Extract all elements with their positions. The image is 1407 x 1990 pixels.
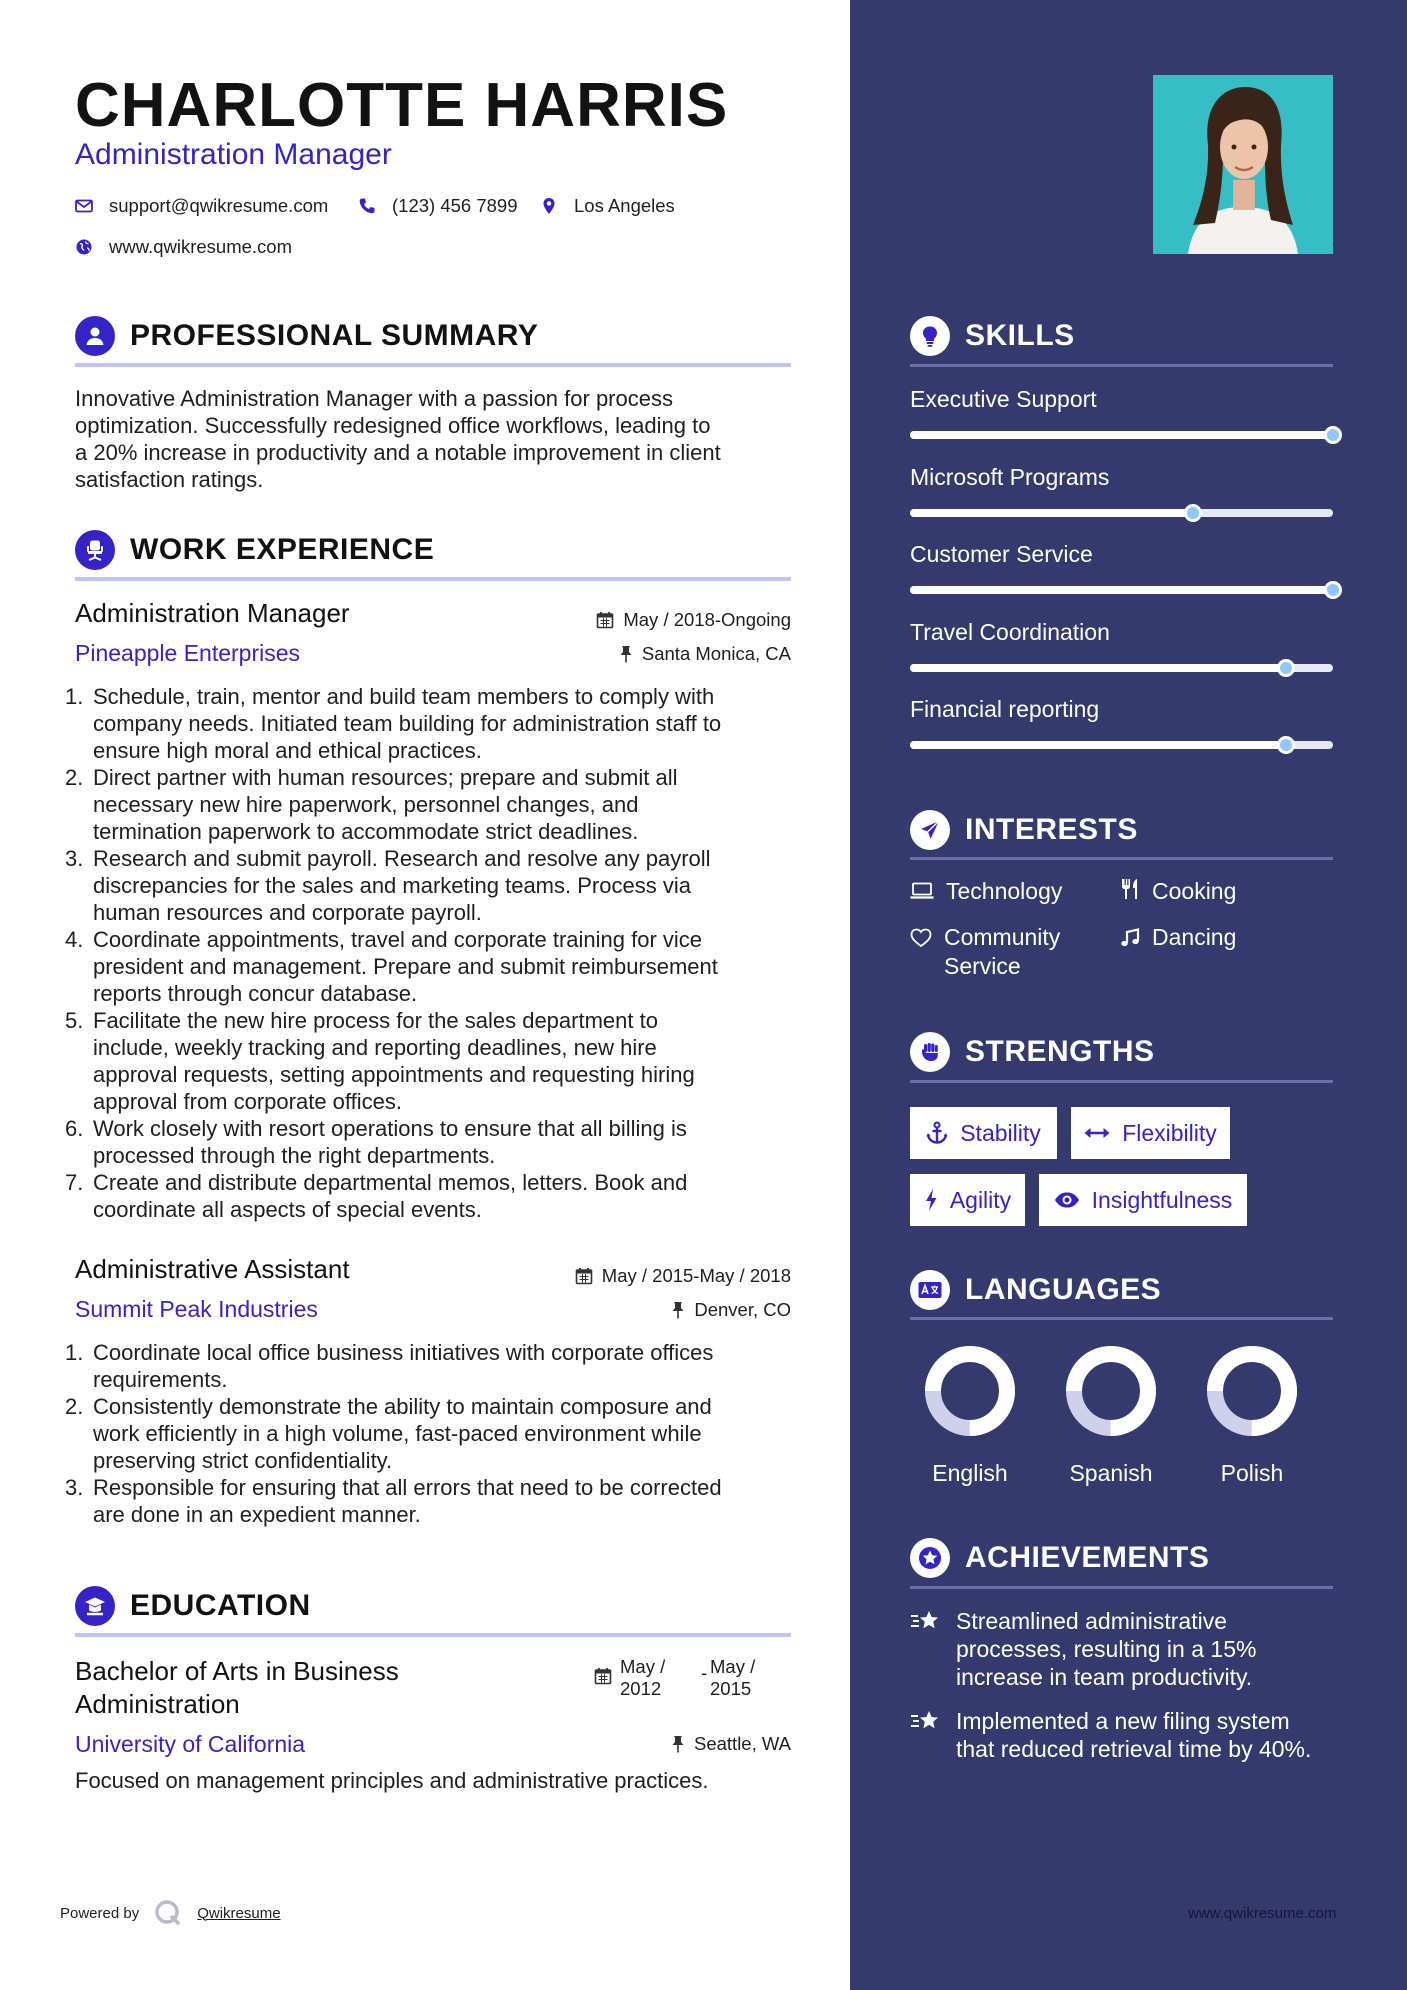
duty-line: approval from corporate offices. bbox=[93, 1089, 402, 1114]
skill-level-bar bbox=[910, 741, 1333, 749]
duty-line: Create and distribute departmental memos, letters. Book and bbox=[93, 1170, 688, 1195]
end-year: 2015 bbox=[710, 1678, 752, 1699]
interest-label: Technology bbox=[946, 878, 1063, 904]
duty-line: Facilitate the new hire process for the sales department to bbox=[93, 1008, 658, 1033]
achievement-line: Implemented a new filing system bbox=[956, 1708, 1290, 1734]
date-separator: - bbox=[701, 1662, 708, 1683]
language-name: Polish bbox=[1220, 1460, 1284, 1486]
language-name: English bbox=[932, 1460, 1008, 1486]
duty-line: work efficiently in a high volume, fast-paced environment while bbox=[93, 1421, 702, 1446]
duty-line: coordinate all aspects of special events. bbox=[93, 1197, 482, 1222]
end-month: May / bbox=[710, 1656, 756, 1677]
laptop-icon bbox=[910, 882, 934, 900]
language-level-ring bbox=[1197, 1343, 1307, 1443]
job-location-text: Santa Monica, CA bbox=[641, 643, 791, 664]
heart-outline-icon bbox=[910, 928, 932, 948]
job-dates-text: May / 2018-Ongoing bbox=[623, 609, 791, 630]
languages-heading-label: LANGUAGES bbox=[965, 1273, 1162, 1306]
education-start-date bbox=[620, 1656, 665, 1700]
interests-heading bbox=[910, 810, 1138, 850]
duty-item bbox=[75, 683, 795, 764]
degree-line: Administration bbox=[75, 1689, 240, 1719]
music-note-icon bbox=[1120, 928, 1140, 948]
skill-level-fill bbox=[910, 509, 1193, 517]
arrows-horizontal-icon bbox=[1084, 1126, 1110, 1140]
skill-level-knob bbox=[1324, 581, 1342, 599]
summary-heading bbox=[75, 316, 538, 356]
language-item bbox=[1056, 1343, 1166, 1487]
skill-level-knob bbox=[1184, 504, 1202, 522]
duty-line: human resources and corporate payroll. bbox=[93, 900, 482, 925]
job-location-text: Denver, CO bbox=[694, 1299, 791, 1320]
skill-name: Financial reporting bbox=[910, 696, 1100, 722]
duty-line: include, weekly tracking and reporting deadlines, new hire bbox=[93, 1035, 657, 1060]
qwikresume-logo-icon bbox=[153, 1898, 183, 1928]
contact-location bbox=[540, 195, 675, 217]
duty-item bbox=[75, 845, 795, 926]
strength-chip bbox=[910, 1174, 1025, 1226]
language-level-ring bbox=[1056, 1343, 1166, 1443]
languages-heading bbox=[910, 1270, 1161, 1310]
interests-divider bbox=[910, 857, 1333, 860]
interests-heading-label: INTERESTS bbox=[965, 813, 1138, 846]
language-name: Spanish bbox=[1069, 1460, 1153, 1486]
achievements-heading-label: ACHIEVEMENTS bbox=[965, 1541, 1210, 1574]
skill-name: Customer Service bbox=[910, 541, 1093, 567]
strength-label: Stability bbox=[960, 1119, 1041, 1146]
utensils-icon bbox=[1120, 878, 1140, 900]
interest-item bbox=[910, 877, 1062, 906]
strength-chip bbox=[1039, 1174, 1247, 1226]
education-heading-label: EDUCATION bbox=[130, 1589, 311, 1622]
skills-heading-label: SKILLS bbox=[965, 319, 1075, 352]
duty-line: discrepancies for the sales and marketing teams. Process via bbox=[93, 873, 691, 898]
duty-line: ensure high moral and ethical practices. bbox=[93, 738, 482, 763]
shooting-star-icon bbox=[910, 1709, 942, 1735]
skill-level-fill bbox=[910, 586, 1333, 594]
achievement-item bbox=[910, 1607, 1350, 1691]
strengths-divider bbox=[910, 1080, 1333, 1083]
duty-item bbox=[75, 1169, 795, 1223]
duty-item bbox=[75, 1474, 795, 1528]
summary-text bbox=[75, 385, 815, 493]
translate-icon bbox=[910, 1270, 950, 1310]
strength-chip bbox=[1071, 1107, 1230, 1159]
duty-line: requirements. bbox=[93, 1367, 228, 1392]
job-location bbox=[619, 643, 791, 665]
map-pin-icon bbox=[540, 197, 558, 215]
skill-level-knob bbox=[1277, 659, 1295, 677]
interest-label: Dancing bbox=[1152, 924, 1237, 950]
website-text: www.qwikresume.com bbox=[109, 236, 292, 257]
duty-item bbox=[75, 764, 795, 845]
achievements-divider bbox=[910, 1586, 1333, 1589]
achievement-line: that reduced retrieval time by 40%. bbox=[956, 1736, 1312, 1762]
duty-line: company needs. Initiated team building for administration staff to bbox=[93, 711, 722, 736]
duty-line: necessary new hire paperwork, personnel changes, and bbox=[93, 792, 639, 817]
envelope-icon bbox=[75, 197, 93, 215]
duty-item bbox=[75, 1393, 795, 1474]
degree-name bbox=[75, 1655, 399, 1721]
company-name: Pineapple Enterprises bbox=[75, 640, 301, 666]
duty-line: Work closely with resort operations to ensure that all billing is bbox=[93, 1116, 687, 1141]
skill-level-fill bbox=[910, 664, 1286, 672]
graduation-icon bbox=[75, 1586, 115, 1626]
education-heading bbox=[75, 1586, 311, 1626]
fist-icon bbox=[910, 1032, 950, 1072]
experience-divider bbox=[75, 577, 791, 581]
skill-name: Executive Support bbox=[910, 386, 1097, 412]
achievement-line: processes, resulting in a 15% bbox=[956, 1636, 1257, 1662]
anchor-icon bbox=[926, 1121, 948, 1145]
education-divider bbox=[75, 1633, 791, 1637]
job-duties-list bbox=[75, 1339, 795, 1528]
strength-label: Agility bbox=[949, 1186, 1012, 1213]
phone-icon bbox=[358, 197, 376, 215]
brand-link[interactable]: Qwikresume bbox=[197, 1904, 281, 1922]
contact-email[interactable] bbox=[75, 195, 328, 217]
interest-item bbox=[1120, 877, 1236, 906]
languages-list bbox=[910, 1343, 1333, 1493]
duty-line: processed through the right departments. bbox=[93, 1143, 496, 1168]
interest-label: Cooking bbox=[1152, 878, 1237, 904]
job-dates bbox=[596, 609, 791, 631]
language-item bbox=[1197, 1343, 1307, 1487]
summary-line: a 20% increase in productivity and a notable improvement in client bbox=[75, 440, 721, 465]
skill-level-bar bbox=[910, 431, 1333, 439]
contact-website[interactable] bbox=[75, 236, 292, 258]
duty-line: preserving strict confidentiality. bbox=[93, 1448, 393, 1473]
skills-heading bbox=[910, 316, 1075, 356]
skill-level-fill bbox=[910, 741, 1286, 749]
skills-divider bbox=[910, 364, 1333, 367]
company-name: Summit Peak Industries bbox=[75, 1296, 318, 1322]
calendar-icon bbox=[596, 611, 614, 629]
start-year: 2012 bbox=[620, 1678, 662, 1699]
skills-list bbox=[910, 386, 1350, 766]
duty-item bbox=[75, 926, 795, 1007]
duty-line: are done in an expedient manner. bbox=[93, 1502, 421, 1527]
achievement-line: increase in team productivity. bbox=[956, 1664, 1253, 1690]
calendar-icon bbox=[594, 1667, 612, 1690]
calendar-icon bbox=[575, 1267, 593, 1285]
footer-url[interactable]: www.qwikresume.com bbox=[1188, 1905, 1337, 1922]
experience-heading bbox=[75, 530, 434, 570]
duty-line: Direct partner with human resources; prepare and submit all bbox=[93, 765, 678, 790]
candidate-title: Administration Manager bbox=[75, 138, 392, 171]
summary-line: satisfaction ratings. bbox=[75, 467, 264, 492]
profile-photo bbox=[1153, 75, 1333, 254]
school-location bbox=[671, 1733, 791, 1755]
strength-label: Insightfulness bbox=[1091, 1186, 1233, 1213]
duty-line: Research and submit payroll. Research and resolve any payroll bbox=[93, 846, 711, 871]
duty-line: termination paperwork to accommodate strict deadlines. bbox=[93, 819, 639, 844]
contact-phone[interactable] bbox=[358, 195, 518, 217]
duty-line: Schedule, train, mentor and build team members to comply with bbox=[93, 684, 715, 709]
languages-divider bbox=[910, 1317, 1333, 1320]
summary-line: Innovative Administration Manager with a passion for process bbox=[75, 386, 673, 411]
eye-icon bbox=[1054, 1191, 1080, 1209]
achievement-item bbox=[910, 1707, 1370, 1763]
duty-line: Responsible for ensuring that all errors that need to be corrected bbox=[93, 1475, 722, 1500]
education-description: Focused on management principles and administrative practices. bbox=[75, 1768, 709, 1793]
sidebar bbox=[850, 0, 1407, 1990]
education-end-date bbox=[710, 1656, 755, 1700]
powered-by-text: Powered by bbox=[60, 1904, 140, 1922]
duty-item bbox=[75, 1007, 795, 1115]
school-name: University of California bbox=[75, 1731, 306, 1757]
bolt-icon bbox=[924, 1188, 938, 1212]
skill-level-fill bbox=[910, 431, 1333, 439]
duty-item bbox=[75, 1339, 795, 1393]
location-text: Los Angeles bbox=[574, 195, 675, 216]
language-item bbox=[915, 1343, 1025, 1487]
job-location bbox=[671, 1299, 791, 1321]
powered-by bbox=[60, 1898, 281, 1928]
strength-label: Flexibility bbox=[1122, 1119, 1217, 1146]
language-level-ring bbox=[915, 1343, 1025, 1443]
summary-divider bbox=[75, 363, 791, 367]
lightbulb-icon bbox=[910, 316, 950, 356]
email-text: support@qwikresume.com bbox=[109, 195, 329, 216]
skill-level-bar bbox=[910, 664, 1333, 672]
start-month: May / bbox=[620, 1656, 666, 1677]
job-duties-list bbox=[75, 683, 795, 1223]
shooting-star-icon bbox=[910, 1609, 942, 1635]
interest-item bbox=[910, 923, 1060, 981]
office-chair-icon bbox=[75, 530, 115, 570]
paper-plane-icon bbox=[910, 810, 950, 850]
duty-item bbox=[75, 1115, 795, 1169]
achievements-heading bbox=[910, 1538, 1209, 1578]
experience-heading-label: WORK EXPERIENCE bbox=[130, 533, 435, 566]
pushpin-icon bbox=[671, 1301, 685, 1319]
skill-level-bar bbox=[910, 509, 1333, 517]
job-dates-text: May / 2015-May / 2018 bbox=[601, 1265, 791, 1286]
star-badge-icon bbox=[910, 1538, 950, 1578]
pushpin-icon bbox=[619, 645, 633, 663]
skill-level-bar bbox=[910, 586, 1333, 594]
strengths-heading bbox=[910, 1032, 1155, 1072]
strength-chip bbox=[910, 1107, 1057, 1159]
skill-name: Microsoft Programs bbox=[910, 463, 1110, 490]
skill-name: Travel Coordination bbox=[910, 618, 1110, 645]
strengths-heading-label: STRENGTHS bbox=[965, 1035, 1155, 1068]
interest-item bbox=[1120, 923, 1236, 952]
summary-line: optimization. Successfully redesigned office workflows, leading to bbox=[75, 413, 711, 438]
pushpin-icon bbox=[671, 1735, 685, 1753]
interest-label: Service bbox=[944, 953, 1021, 979]
duty-line: president and management. Prepare and submit reimbursement bbox=[93, 954, 718, 979]
phone-text: (123) 456 7899 bbox=[392, 195, 518, 216]
school-location-text: Seattle, WA bbox=[694, 1733, 791, 1754]
candidate-name: CHARLOTTE HARRIS bbox=[75, 71, 729, 140]
achievement-line: Streamlined administrative bbox=[956, 1608, 1228, 1634]
globe-icon bbox=[75, 238, 93, 256]
summary-heading-label: PROFESSIONAL SUMMARY bbox=[130, 319, 539, 352]
degree-line: Bachelor of Arts in Business bbox=[75, 1656, 399, 1686]
duty-line: reports through concur database. bbox=[93, 981, 418, 1006]
skill-level-knob bbox=[1324, 426, 1342, 444]
interest-label: Community bbox=[944, 924, 1061, 950]
job-title: Administrative Assistant bbox=[75, 1254, 350, 1284]
duty-line: Consistently demonstrate the ability to maintain composure and bbox=[93, 1394, 712, 1419]
duty-line: Coordinate local office business initiatives with corporate offices bbox=[93, 1340, 714, 1365]
user-icon bbox=[75, 316, 115, 356]
job-dates bbox=[575, 1265, 791, 1287]
job-title: Administration Manager bbox=[75, 598, 350, 628]
duty-line: Coordinate appointments, travel and corporate training for vice bbox=[93, 927, 703, 952]
skill-level-knob bbox=[1277, 736, 1295, 754]
duty-line: approval requests, setting appointments and requesting hiring bbox=[93, 1062, 695, 1087]
